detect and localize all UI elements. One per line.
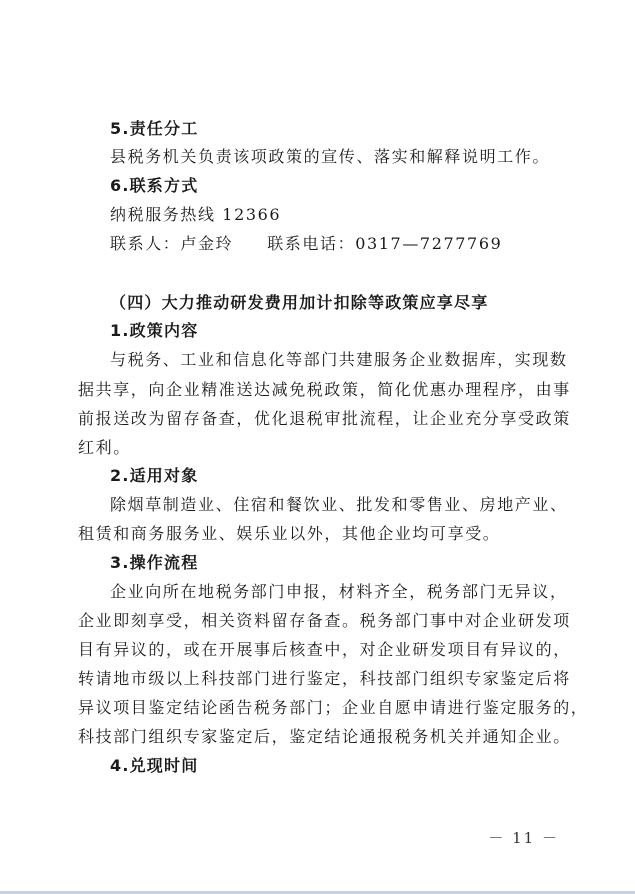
section6-title: 6.联系方式	[110, 176, 199, 195]
s3-title: 3.操作流程	[110, 553, 199, 572]
page-number: － 11 －	[488, 829, 559, 847]
part4-heading: （四）大力推动研发费用加计扣除等政策应享尽享	[110, 293, 489, 312]
s1-line-2: 据共享，向企业精准送达减免税政策，简化优惠办理程序，由事	[78, 380, 571, 399]
s2-line-1: 除烟草制造业、住宿和餐饮业、批发和零售业、房地产业、	[110, 495, 568, 514]
s2-title: 2.适用对象	[110, 466, 199, 485]
s3-line-3: 目有异议的，或在开展事后核查中，对企业研发项目有异议的，	[78, 640, 571, 659]
section5-title: 5.责任分工	[110, 119, 199, 138]
s3-line-4: 转请地市级以上科技部门进行鉴定，科技部门组织专家鉴定后将	[78, 669, 571, 688]
contact-phone: 联系电话：0317—7277769	[267, 234, 503, 253]
contact-person: 联系人：卢金玲	[110, 234, 234, 253]
s3-line-2: 企业即刻享受，相关资料留存备查。税务部门事中对企业研发项	[78, 611, 571, 630]
hotline-line: 纳税服务热线 12366	[110, 205, 282, 224]
section5-body: 县税务机关负责该项政策的宣传、落实和解释说明工作。	[110, 147, 551, 166]
s1-line-1: 与税务、工业和信息化等部门共建服务企业数据库，实现数	[110, 350, 568, 369]
contact-line	[110, 234, 575, 254]
s1-title: 1.政策内容	[110, 321, 199, 340]
s3-line-6: 科技部门组织专家鉴定后，鉴定结论通报税务机关并通知企业。	[78, 727, 571, 746]
s1-line-4: 红利。	[78, 438, 131, 457]
s3-line-1: 企业向所在地税务部门申报，材料齐全，税务部门无异议，	[110, 582, 568, 601]
s4-title: 4.兑现时间	[110, 756, 199, 775]
s3-line-5: 异议项目鉴定结论函告税务部门；企业自愿申请进行鉴定服务的，	[78, 698, 589, 717]
s2-line-2: 租赁和商务服务业、娱乐业以外，其他企业均可享受。	[78, 524, 501, 543]
s1-line-3: 前报送改为留存备查，优化退税审批流程，让企业充分享受政策	[78, 409, 571, 428]
